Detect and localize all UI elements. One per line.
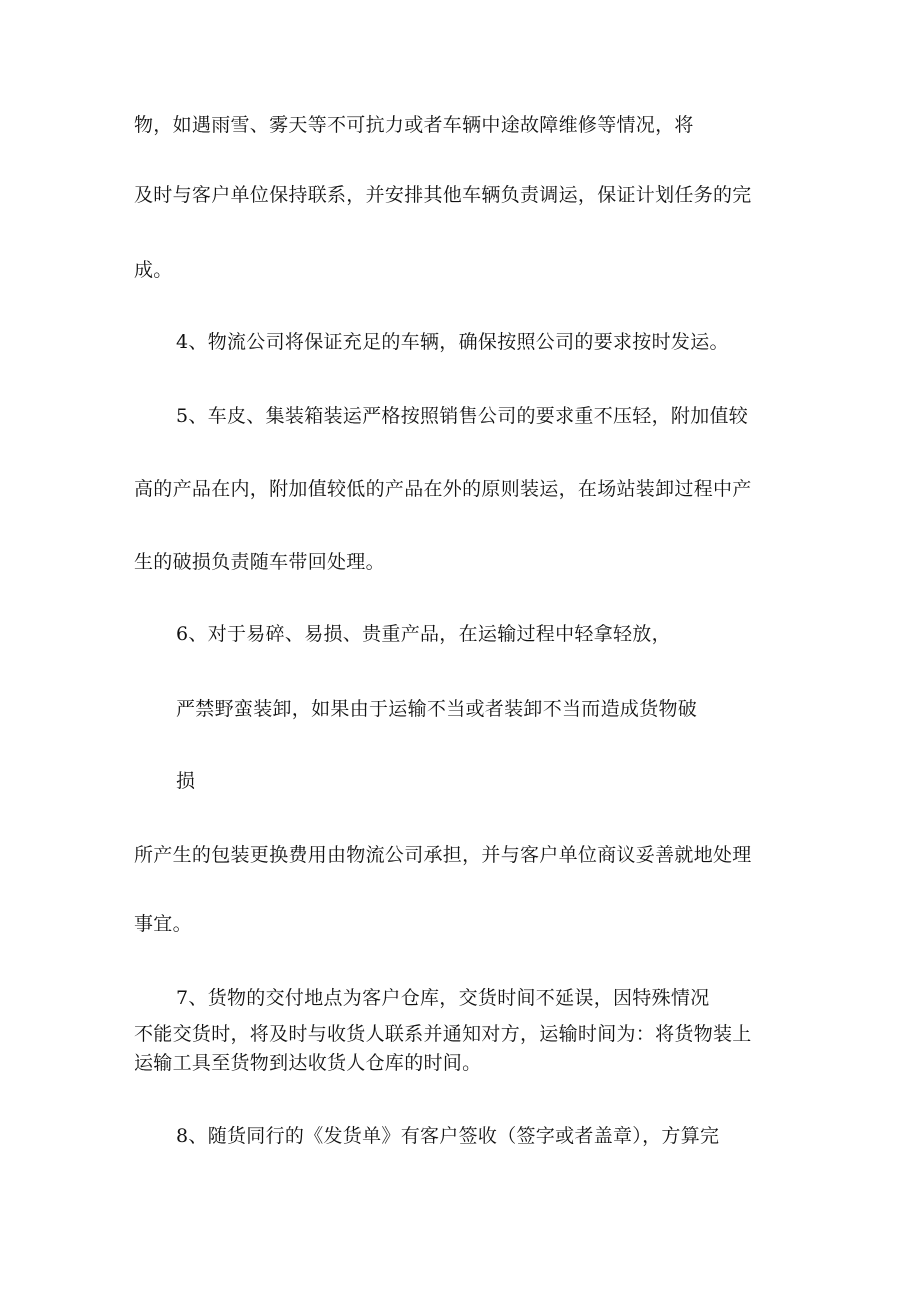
text-line-9: 严禁野蛮装卸，如果由于运输不当或者装卸不当而造成货物破 <box>176 698 698 720</box>
text-line-6: 高的产品在内，附加值较低的产品在外的原则装运，在场站装卸过程中产 <box>134 478 752 500</box>
text-line-7: 生的破损负责随车带回处理。 <box>134 551 385 573</box>
text-line-16: 8、随货同行的《发货单》有客户签收（签字或者盖章），方算完 <box>176 1125 720 1147</box>
text-line-10: 损 <box>176 770 196 792</box>
text-line-11: 所产生的包装更换费用由物流公司承担，并与客户单位商议妥善就地处理 <box>134 844 752 866</box>
text-line-5: 5、车皮、集装箱装运严格按照销售公司的要求重不压轻，附加值较 <box>176 405 749 427</box>
text-line-14: 不能交货时，将及时与收货人联系并通知对方，运输时间为：将货物装上 <box>134 1023 752 1045</box>
text-line-4: 4、物流公司将保证充足的车辆，确保按照公司的要求按时发运。 <box>176 331 729 353</box>
text-line-15: 运输工具至货物到达收货人仓库的时间。 <box>134 1052 482 1074</box>
text-line-3: 成。 <box>134 259 173 281</box>
text-line-8: 6、对于易碎、易损、贵重产品，在运输过程中轻拿轻放， <box>176 623 671 645</box>
text-line-12: 事宜。 <box>134 913 192 935</box>
text-line-2: 及时与客户单位保持联系，并安排其他车辆负责调运，保证计划任务的完 <box>134 184 752 206</box>
text-line-1: 物，如遇雨雪、雾天等不可抗力或者车辆中途故障维修等情况，将 <box>134 114 694 136</box>
text-line-13: 7、货物的交付地点为客户仓库，交货时间不延误，因特殊情况 <box>176 987 710 1009</box>
